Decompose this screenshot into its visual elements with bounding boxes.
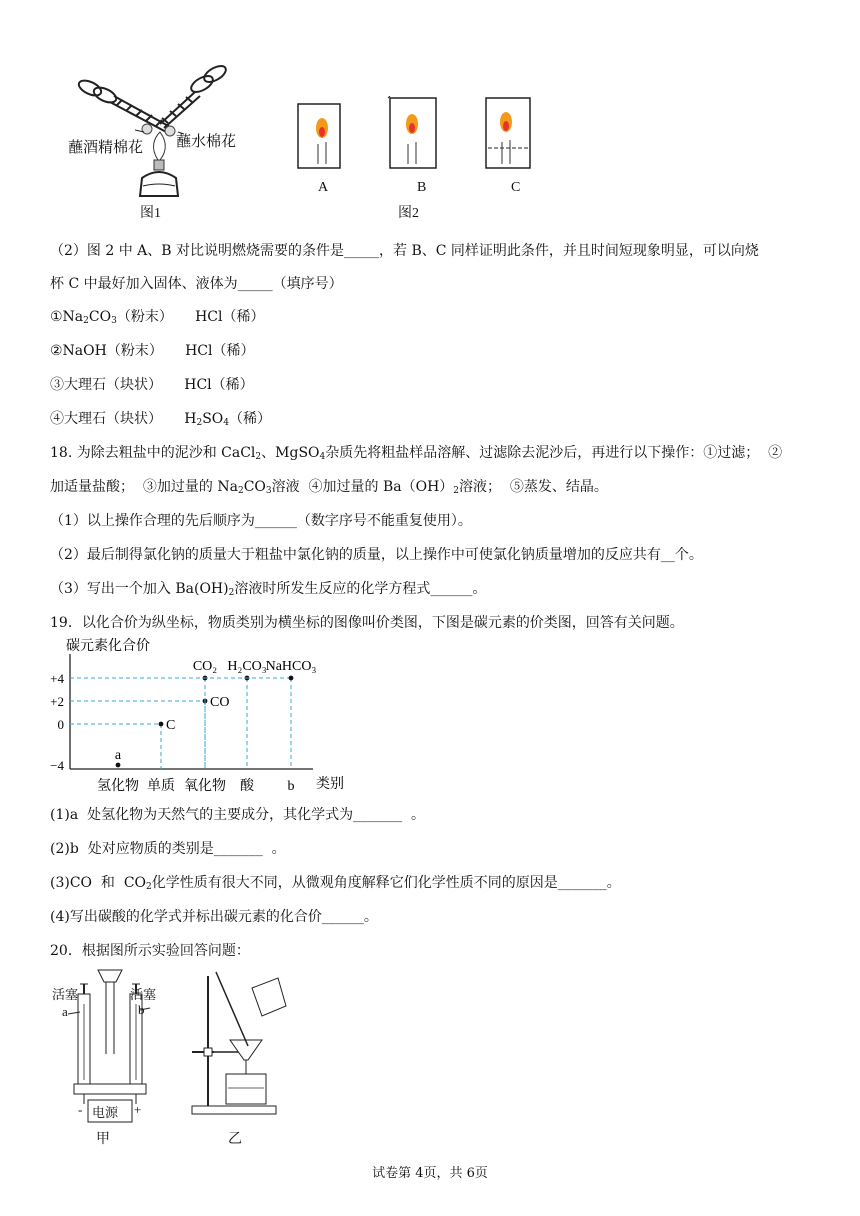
point-label: H₂CO₃ bbox=[227, 659, 267, 674]
q18-stem-line1: 18. 为除去粗盐中的泥沙和 CaCl$_2$、MgSO$_4$杂质先将粗盐样品溶解、过滤除去泥沙后，再进行以下操作：①过滤； ② bbox=[50, 445, 783, 462]
chart-xlabel: 类别 bbox=[316, 777, 344, 792]
figure-1-caption: 图1 bbox=[140, 206, 161, 221]
label-minus: - bbox=[78, 1102, 83, 1117]
page-footer: 试卷第 4页，共 6页 bbox=[372, 1166, 488, 1181]
figure-2-candles bbox=[290, 96, 560, 176]
label-power-source: 电源 bbox=[92, 1105, 119, 1120]
x-category-label: 氧化物 bbox=[184, 779, 226, 794]
x-category-label: b bbox=[287, 779, 295, 794]
label-water-cotton: 蘸水棉花 bbox=[176, 132, 237, 150]
x-category-label: 氢化物 bbox=[97, 779, 139, 794]
label-plus: + bbox=[134, 1102, 142, 1117]
q18-stem-line2: 加适量盐酸； ③加过量的 $Na_2CO_3$溶液 ④加过量的 $Ba(OH)_2$溶液； ⑤蒸发、结晶。 bbox=[50, 479, 608, 496]
q19-part4: (4)写出碳酸的化学式并标出碳元素的化合价______。 bbox=[50, 909, 378, 925]
q18-part3: （3）写出一个加入 $Ba(OH)_2$溶液时所发生反应的化学方程式______。 bbox=[50, 581, 487, 598]
label-valve-right: 活塞 bbox=[130, 987, 157, 1002]
point-label: NaHCO₃ bbox=[265, 659, 317, 674]
point-label: a bbox=[114, 748, 122, 763]
q17-option-4: ④大理石（块状） $H_2SO_4$（稀） bbox=[50, 411, 272, 428]
data-point bbox=[116, 763, 121, 768]
x-category-label: 酸 bbox=[240, 779, 254, 794]
point-label: CO₂ bbox=[192, 659, 218, 674]
figure-2-caption: 图2 bbox=[398, 206, 419, 221]
label-electrode-a: a bbox=[62, 1004, 68, 1019]
candle-c bbox=[486, 98, 530, 168]
label-a: A bbox=[318, 180, 329, 195]
q17-part2-line1: （2）图 2 中 A、B 对比说明燃烧需要的条件是_____，若 B、C 同样证明此条件，并且时间短现象明显，可以向烧 bbox=[50, 243, 759, 259]
point-label: CO bbox=[210, 695, 230, 710]
q19-part1: (1)a 处氢化物为天然气的主要成分，其化学式为_______ 。 bbox=[50, 807, 425, 823]
candle-b bbox=[388, 96, 436, 168]
y-tick-label: +2 bbox=[50, 694, 64, 709]
carbon-valence-chart bbox=[48, 636, 358, 798]
y-tick-label: +4 bbox=[50, 671, 64, 686]
label-b: B bbox=[417, 180, 427, 195]
q19-stem: 19．以化合价为纵坐标，物质类别为横坐标的图像叫价类图，下图是碳元素的价类图，回答有关问题。 bbox=[50, 615, 684, 631]
label-electrode-b: b bbox=[138, 1002, 145, 1017]
caption-yi: 乙 bbox=[228, 1132, 242, 1147]
q18-part2: （2）最后制得氯化钠的质量大于粗盐中氯化钠的质量，以上操作中可使氯化钠质量增加的反应共有__个。 bbox=[50, 547, 703, 563]
candle-a bbox=[298, 104, 340, 168]
q17-option-1: $①Na_2CO_3$（粉末） HCl（稀） bbox=[50, 309, 265, 326]
q17-option-3: ③大理石（块状） HCl（稀） bbox=[50, 377, 254, 393]
q19-part3: (3)CO 和 $CO_2$化学性质有很大不同，从微观角度解释它们化学性质不同的原因是_______。 bbox=[50, 875, 621, 892]
data-point bbox=[289, 676, 294, 681]
x-category-label: 单质 bbox=[147, 779, 175, 794]
point-label: C bbox=[166, 718, 176, 733]
label-c: C bbox=[511, 180, 521, 195]
caption-jia: 甲 bbox=[96, 1132, 110, 1147]
q17-part2-line2: 杯 C 中最好加入固体、液体为_____（填序号） bbox=[50, 276, 343, 292]
label-alcohol-cotton: 蘸酒精棉花 bbox=[68, 138, 144, 156]
label-valve-left: 活塞 bbox=[52, 987, 79, 1002]
apparatus-yi-filtration bbox=[186, 964, 296, 1124]
q18-part1: （1）以上操作合理的先后顺序为______（数字序号不能重复使用）。 bbox=[50, 513, 472, 529]
q17-option-2: ②NaOH（粉末） HCl（稀） bbox=[50, 343, 255, 359]
y-tick-label: −4 bbox=[50, 758, 64, 773]
data-point bbox=[159, 722, 164, 727]
q19-part2: (2)b 处对应物质的类别是_______ 。 bbox=[50, 841, 286, 857]
y-tick-label: 0 bbox=[57, 717, 64, 732]
q20-stem: 20．根据图所示实验回答问题： bbox=[50, 943, 250, 959]
chart-ylabel: 碳元素化合价 bbox=[66, 639, 150, 654]
